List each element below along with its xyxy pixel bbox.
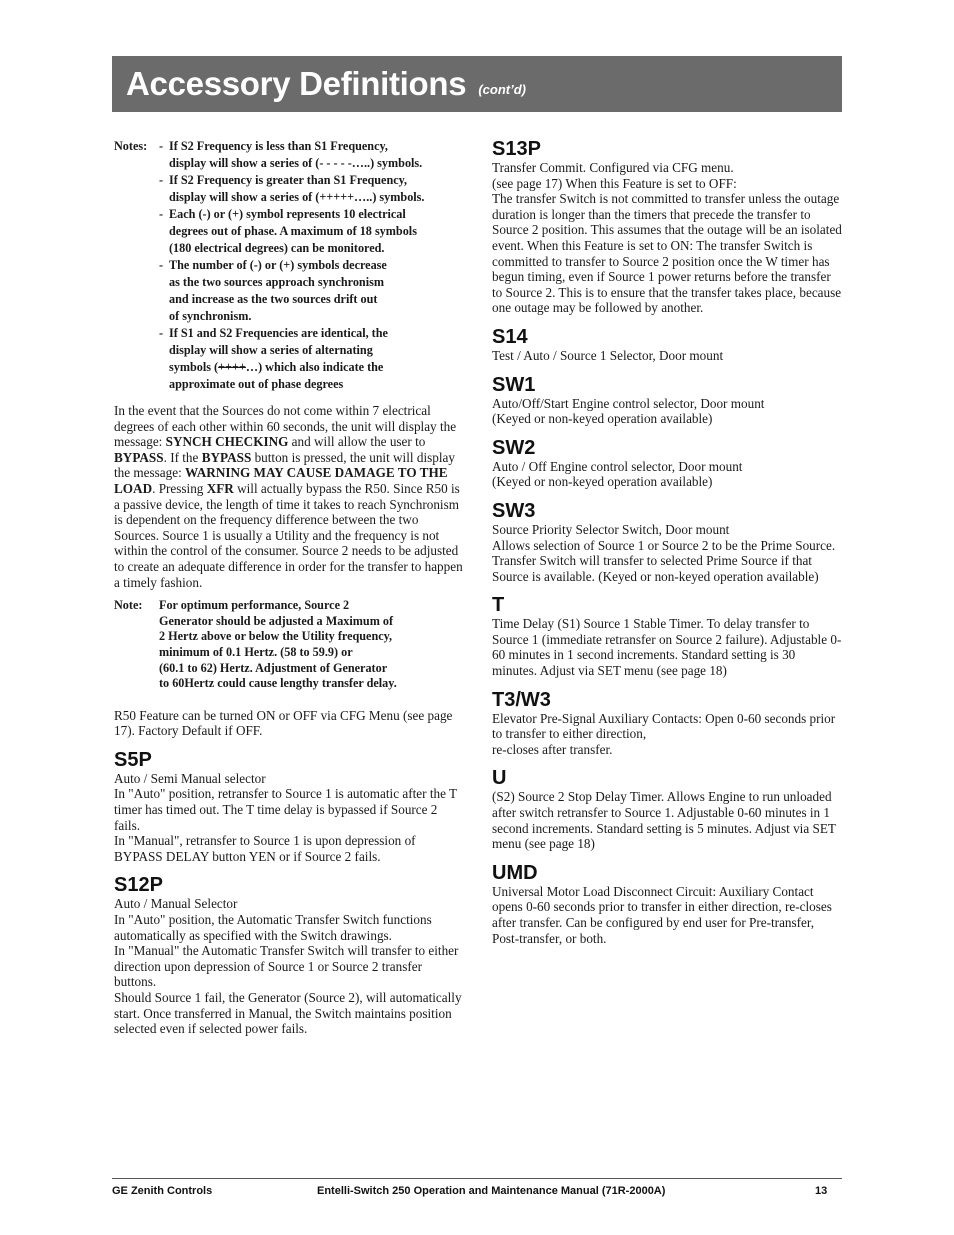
section-t: [492, 594, 842, 678]
section-text: Allows selection of Source 1 or Source 2 to be the Prime Source. Transfer Switch will transfer to selected Prime Source if that Source is available. (Keyed or non-keyed operation available): [492, 537, 836, 584]
section-text: Elevator Pre-Signal Auxiliary Contacts: Open 0-60 seconds prior to transfer to either direction,: [492, 710, 836, 742]
section-heading: T3/W3: [492, 688, 551, 711]
text-run: and will allow the user to: [288, 434, 426, 450]
section-text: In "Manual" the Automatic Transfer Switch will transfer to either direction upon depression of Source 1 or Source 2 transfer buttons.: [114, 943, 459, 990]
page-header-banner: [112, 56, 842, 112]
note-line: If S2 Frequency is less than S1 Frequency,: [169, 139, 388, 153]
section-sw3: [492, 500, 842, 584]
note-line: and increase as the two sources drift out: [169, 292, 378, 306]
note-line: For optimum performance, Source 2: [159, 598, 350, 613]
section-text: In "Auto" position, the Automatic Transfer Switch functions automatically as specified with the Switch drawings.: [114, 912, 432, 943]
bold-run: WARNING MAY CAUSE DAMAGE TO THE LOAD: [114, 465, 448, 496]
section-heading: S13P: [492, 138, 541, 160]
note-line: If S2 Frequency is greater than S1 Frequency,: [169, 173, 408, 187]
note-line: degrees out of phase. A maximum of 18 symbols: [169, 224, 417, 238]
section-sw2: [492, 437, 842, 490]
note-line: Generator should be adjusted a Maximum of: [159, 613, 394, 628]
note-line: 2 Hertz above or below the Utility frequency,: [159, 629, 393, 644]
section-text: Auto / Off Engine control selector, Door mount: [492, 458, 743, 474]
text-run: . Pressing: [152, 480, 207, 496]
note-item: - Each (-) or (+) symbol represents 10 electrical degrees out of phase. A maximum of 18 symbols (180 electrical degrees) can be monitored.: [159, 207, 417, 255]
note-item: - The number of (-) or (+) symbols decrease as the two sources approach synchronism and increase as the two sources drift out of synchronism.: [159, 258, 387, 323]
section-text: In "Manual", retransfer to Source 1 is upon depression of BYPASS DELAY button YEN or if Source 2 fails.: [114, 833, 416, 864]
section-heading: U: [492, 767, 507, 790]
section-s5p: [114, 749, 464, 865]
note-text: [159, 598, 464, 692]
footer-company: GE Zenith Controls: [112, 1185, 213, 1197]
note-line: as the two sources approach synchronism: [169, 275, 384, 289]
note-line: display will show a series of (- - - - -…..) symbols.: [169, 156, 423, 170]
bold-run: BYPASS: [114, 449, 164, 465]
bold-run: XFR: [206, 480, 234, 496]
page-subtitle: (cont’d): [478, 81, 526, 97]
section-text: (Keyed or non-keyed operation available): [492, 474, 713, 490]
left-column: [114, 138, 464, 1037]
text-run: . If the: [163, 449, 202, 465]
note-line: display will show a series of (+++++…..) symbols.: [169, 190, 425, 204]
section-heading: S14: [492, 325, 528, 348]
section-text: Should Source 1 fail, the Generator (Source 2), will automatically start. Once transferred in Manual, the Switch maintains position selected even if selected power fails.: [114, 990, 462, 1037]
section-heading: SW2: [492, 436, 536, 459]
section-text: Universal Motor Load Disconnect Circuit: Auxiliary Contact opens 0-60 seconds prior to transfer in either direction, re-closes after transfer. Can be configured by end user for Pre-transfer, Post-transfer, or both.: [492, 883, 832, 946]
section-text: Auto/Off/Start Engine control selector, Door mount: [492, 395, 765, 411]
section-text: (S2) Source 2 Stop Delay Timer. Allows Engine to run unloaded after switch retransfer to Source 1. Adjustable 0-60 minutes in 1 second increments. Standard setting is 5 minutes. Adjust via SET menu (see page 18): [492, 789, 836, 852]
notes-block: [114, 138, 464, 393]
note-line: to 60Hertz could cause lengthy transfer delay.: [159, 676, 397, 691]
section-heading: S12P: [114, 874, 163, 897]
r50-paragraph: R50 Feature can be turned ON or OFF via CFG Menu (see page 17). Factory Default if OFF.: [114, 707, 453, 739]
note-line: The number of (-) or (+) symbols decrease: [169, 258, 387, 272]
section-text: In "Auto" position, retransfer to Source 1 is automatic after the T timer has timed out. The T time delay is bypassed if Source 2 fails.: [114, 786, 457, 833]
footer-manual-title: Entelli-Switch 250 Operation and Maintenance Manual (71R-2000A): [317, 1185, 666, 1197]
section-text: re-closes after transfer.: [492, 741, 613, 757]
note-item: - If S2 Frequency is greater than S1 Frequency, display will show a series of (+++++…..) symbols.: [159, 173, 425, 204]
left-sections: [114, 749, 464, 1037]
note-label: Note:: [114, 598, 143, 613]
section-umd: [492, 862, 842, 946]
text-run: will actually bypass the R50. Since R50 is a passive device, the length of time it takes to reach Synchronism is dependent on the frequency difference between the two Sources. Source 1 is usually a Utility and the frequency is not within the control of the consumer. Source 2 needs to be adjusted to create an adequate difference in order for the transfer to happen a timely fashion.: [114, 480, 463, 590]
section-sw1: [492, 374, 842, 427]
text-run: button is pressed, the unit will display the message:: [114, 449, 455, 481]
note-line: symbols (: [169, 360, 219, 374]
note-line: …) which also indicate the: [245, 360, 384, 374]
footer-page-number: 13: [815, 1185, 828, 1197]
note-item: - If S2 Frequency is less than S1 Frequency, display will show a series of (- - - - -…..) symbols.: [159, 139, 423, 170]
note-line: If S1 and S2 Frequencies are identical, the: [169, 326, 388, 340]
section-s14: [492, 326, 842, 364]
note-line: display will show a series of alternating: [169, 343, 373, 357]
note-item: - If S1 and S2 Frequencies are identical, the display will show a series of alternating symbols (++++…) which also indicate the approximate out of phase degrees: [159, 326, 388, 391]
section-text: (see page 17) When this Feature is set to OFF:: [492, 175, 737, 191]
bold-run: BYPASS: [201, 449, 252, 465]
right-sections: [492, 138, 842, 946]
note-line: Each (-) or (+) symbol represents 10 electrical: [169, 207, 406, 221]
note-line: (60.1 to 62) Hertz. Adjustment of Generator: [159, 660, 388, 675]
section-heading: SW1: [492, 373, 536, 396]
note-line: of synchronism.: [169, 309, 252, 323]
text-run: In the event that the Sources do not come within 7 electrical degrees of each other within 60 seconds, the unit will display the message:: [114, 403, 457, 450]
page-footer: [112, 1178, 842, 1197]
section-text: Auto / Semi Manual selector: [114, 770, 266, 786]
section-text: Auto / Manual Selector: [114, 896, 238, 912]
section-s13p: [492, 138, 842, 316]
synch-paragraph: [114, 403, 464, 590]
right-column: [492, 138, 842, 946]
note-line: approximate out of phase degrees: [169, 377, 344, 391]
notes-list: [159, 138, 464, 393]
note-line: (180 electrical degrees) can be monitored.: [169, 241, 385, 255]
section-heading: T: [492, 594, 505, 617]
section-heading: UMD: [492, 861, 538, 884]
note-line: minimum of 0.1 Hertz. (58 to 59.9) or: [159, 644, 353, 659]
alternating-symbols: ++++: [218, 360, 246, 374]
section-heading: SW3: [492, 499, 536, 522]
section-t3-w3: [492, 689, 842, 758]
section-text: Test / Auto / Source 1 Selector, Door mount: [492, 347, 724, 363]
bold-run: SYNCH CHECKING: [165, 434, 289, 450]
section-s12p: [114, 874, 464, 1036]
section-text: Source Priority Selector Switch, Door mount: [492, 521, 730, 537]
section-text: The transfer Switch is not committed to transfer unless the outage duration is longer than the timers that precede the transfer to Source 2 position. This assumes that the outage will be an isolated event. When this Feature is set to ON: The transfer Switch is committed to transfer to Source 2 position once the W timer has begun timing, even if Source 1 power returns before the transfer to Source 2. This is to ensure that the transfer takes place, because one outage may be followed by another.: [492, 191, 842, 316]
section-text: (Keyed or non-keyed operation available): [492, 411, 713, 427]
section-u: [492, 767, 842, 851]
page-title: Accessory Definitions: [126, 65, 467, 102]
section-text: Transfer Commit. Configured via CFG menu.: [492, 160, 734, 175]
notes-label: Notes:: [114, 139, 148, 153]
section-text: Time Delay (S1) Source 1 Stable Timer. To delay transfer to Source 1 (immediate retransfer on Source 2 failure). Adjustable 0-60 minutes in 1 second increments. Standard setting is 30 minutes. Adjust via SET menu (see page 18): [492, 616, 842, 679]
section-heading: S5P: [114, 748, 152, 771]
performance-note: [114, 598, 464, 692]
